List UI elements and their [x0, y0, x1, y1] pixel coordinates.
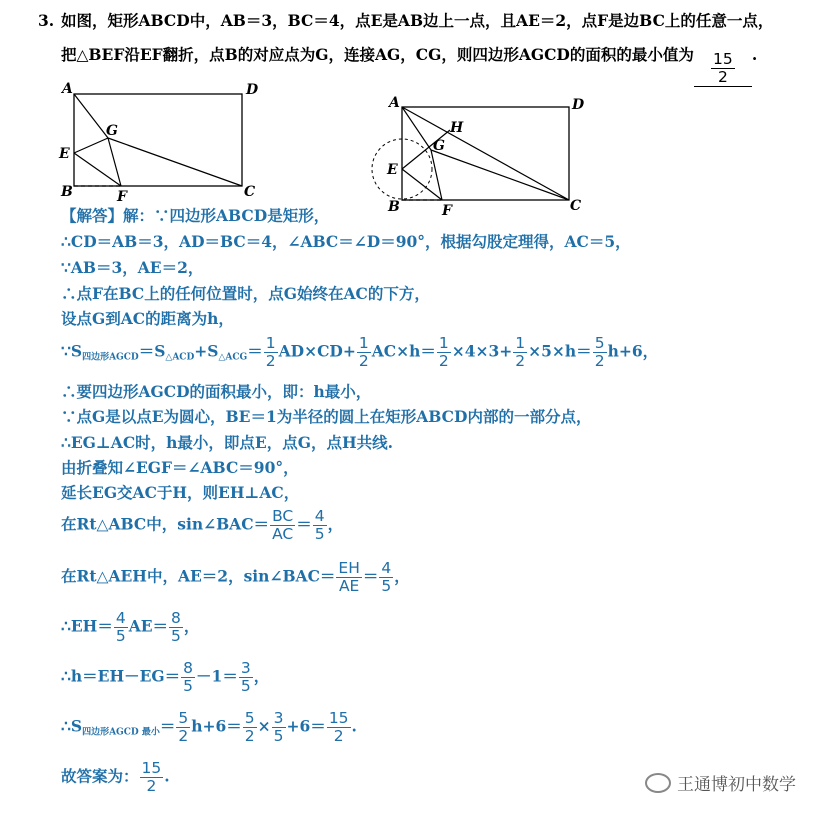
numerator: 3 — [240, 659, 251, 677]
denominator: 2 — [178, 727, 189, 745]
text: ＝ — [296, 514, 312, 534]
numerator: 5 — [244, 709, 255, 727]
text: ＝S — [138, 341, 166, 361]
text: AD×CD+ — [278, 341, 356, 361]
numerator: BC — [272, 507, 294, 525]
denominator: 5 — [314, 525, 325, 543]
fraction — [336, 560, 361, 595]
text: AC×h＝ — [371, 341, 436, 361]
numerator: 3 — [273, 709, 284, 727]
text: ＝ — [362, 566, 379, 586]
denominator: 5 — [273, 727, 284, 745]
text: 在Rt△AEH中，AE＝2，sin∠BAC＝ — [61, 566, 336, 586]
fraction — [327, 710, 351, 745]
problem-number: 3. — [38, 11, 55, 30]
solution-line-10: 由折叠知∠EGF＝∠ABC＝90°， — [61, 458, 299, 477]
subscript: △ACG — [218, 352, 248, 363]
text: AE＝ — [128, 616, 169, 636]
label-d: D — [246, 82, 259, 98]
subscript: 四边形AGCD — [82, 352, 139, 363]
denominator: AE — [338, 577, 360, 595]
solution-line-16 — [61, 710, 357, 745]
solution-line-6 — [61, 335, 658, 370]
denominator: 5 — [240, 677, 251, 695]
problem-line-2-text: 把△BEF沿EF翻折，点B的对应点为G，连接AG，CG，则四边形AGCD的面积的最小值为 — [61, 45, 694, 64]
label-f: F — [117, 189, 127, 205]
figure-1 — [55, 78, 270, 203]
label-e: E — [387, 162, 398, 178]
figure-2-diagram — [376, 92, 596, 222]
solution-line-2: ∴CD＝AB＝3，AD＝BC＝4，∠ABC＝∠D＝90°，根据勾股定理得，AC＝5， — [61, 232, 631, 251]
solution-line-9: ∴EG⊥AC时，h最小，即点E，点G，点H共线. — [61, 433, 394, 452]
watermark-text: 王通博初中数学 — [677, 775, 796, 795]
solution-line-8: ∵点G是以点E为圆心，BE＝1为半径的圆上在矩形ABCD内部的一部分点， — [61, 407, 592, 426]
solution-line-5: 设点G到AC的距离为h， — [61, 309, 234, 328]
numerator: 1 — [265, 334, 276, 352]
text: 故答案为： — [61, 766, 139, 786]
wechat-icon — [645, 773, 671, 793]
label-g: G — [433, 138, 445, 154]
solution-line-15 — [61, 660, 269, 695]
rectangle-abcd — [74, 94, 242, 186]
figure-1-diagram — [55, 78, 270, 203]
fraction — [513, 335, 527, 370]
denominator: 2 — [594, 352, 605, 370]
label-a: A — [389, 95, 400, 111]
problem-end: . — [751, 45, 758, 64]
answer-fraction — [711, 51, 735, 86]
figure-2 — [376, 92, 596, 222]
label-h: H — [450, 120, 464, 136]
solution-line-17 — [61, 760, 170, 795]
text: ， — [253, 666, 270, 686]
label-f: F — [442, 203, 452, 219]
text: +S — [194, 341, 219, 361]
fraction — [270, 508, 295, 543]
fraction — [140, 760, 164, 795]
text: －1＝ — [196, 666, 238, 686]
numerator: 1 — [358, 334, 369, 352]
solution-line-13 — [61, 560, 410, 595]
denominator: 2 — [358, 352, 369, 370]
fraction — [437, 335, 451, 370]
denominator: 2 — [244, 727, 255, 745]
text: × — [257, 716, 271, 736]
segment-eg — [74, 138, 108, 153]
denominator: 5 — [171, 627, 181, 645]
text: ， — [183, 616, 200, 636]
text: ∴S — [61, 716, 83, 736]
text: h+6， — [607, 341, 659, 361]
segment-ac — [402, 107, 569, 200]
denominator: 5 — [115, 627, 126, 645]
segment-gc — [108, 138, 242, 186]
fraction — [379, 560, 393, 595]
fraction — [272, 710, 286, 745]
denominator: 2 — [333, 727, 344, 745]
denominator: 2 — [438, 352, 449, 370]
solution-line-11: 延长EG交AC于H，则EH⊥AC， — [61, 483, 300, 502]
text: +6＝ — [286, 716, 326, 736]
answer-blank — [694, 51, 752, 87]
solution-line-4: ∴点F在BC上的任何位置时，点G始终在AC的下方， — [61, 284, 430, 303]
label-b: B — [388, 199, 400, 215]
fraction — [357, 335, 371, 370]
numerator: 15 — [328, 709, 349, 727]
fraction — [181, 660, 195, 695]
segment-ag — [402, 107, 431, 150]
text: ＝ — [247, 341, 263, 361]
fraction — [593, 335, 607, 370]
label-e: E — [59, 146, 70, 162]
text: ∴EH＝ — [61, 616, 113, 636]
label-c: C — [244, 184, 256, 200]
solution-line-12 — [61, 508, 343, 543]
text: h+6＝ — [191, 716, 242, 736]
solution-line-14 — [61, 610, 199, 645]
numerator: 5 — [594, 334, 605, 352]
fraction — [239, 660, 253, 695]
numerator: 8 — [171, 609, 181, 627]
watermark — [645, 770, 796, 795]
segment-gc — [431, 150, 569, 200]
solution-line-7: ∴要四边形AGCD的面积最小，即：h最小， — [61, 382, 372, 401]
numerator: 5 — [178, 709, 189, 727]
fraction — [169, 610, 183, 645]
text: . — [351, 716, 357, 736]
answer-numerator: 15 — [713, 49, 733, 68]
subscript: △ACD — [165, 352, 195, 363]
text: ×4×3+ — [451, 341, 513, 361]
label-a: A — [62, 81, 73, 97]
problem-line-1: 如图，矩形ABCD中，AB＝3，BC＝4，点E是AB边上一点，且AE＝2，点F是边BC上的任意一点， — [61, 11, 774, 30]
fraction — [264, 335, 278, 370]
segment-ag — [74, 94, 108, 138]
fraction — [176, 710, 190, 745]
label-g: G — [106, 123, 118, 139]
denominator: 5 — [183, 677, 194, 695]
text: ∵S — [61, 341, 83, 361]
subscript: 四边形AGCD 最小 — [82, 727, 160, 738]
numerator: 15 — [141, 759, 162, 777]
fraction — [114, 610, 128, 645]
text: 在Rt△ABC中，sin∠BAC＝ — [61, 514, 270, 534]
denominator: 2 — [515, 352, 526, 370]
fraction — [313, 508, 327, 543]
fraction — [243, 710, 257, 745]
text: ＝ — [159, 716, 176, 736]
label-d: D — [572, 97, 585, 113]
text: ∴h＝EH－EG＝ — [61, 666, 181, 686]
answer-denominator: 2 — [717, 67, 728, 86]
numerator: 1 — [438, 334, 449, 352]
numerator: 4 — [115, 609, 126, 627]
numerator: 8 — [183, 659, 194, 677]
solution-line-1: 【解答】解：∵四边形ABCD是矩形， — [61, 206, 330, 225]
text: ， — [394, 566, 410, 586]
text: . — [164, 766, 170, 786]
denominator: 5 — [381, 577, 392, 595]
denominator: 2 — [146, 777, 157, 795]
label-c: C — [570, 198, 582, 214]
label-b: B — [61, 184, 73, 200]
solution-line-3: ∵AB＝3，AE＝2， — [61, 258, 204, 277]
numerator: EH — [338, 559, 360, 577]
text: ， — [327, 514, 344, 534]
numerator: 1 — [515, 334, 526, 352]
denominator: AC — [272, 525, 294, 543]
denominator: 2 — [265, 352, 276, 370]
text: ×5×h＝ — [528, 341, 592, 361]
numerator: 4 — [314, 507, 325, 525]
numerator: 4 — [381, 559, 392, 577]
